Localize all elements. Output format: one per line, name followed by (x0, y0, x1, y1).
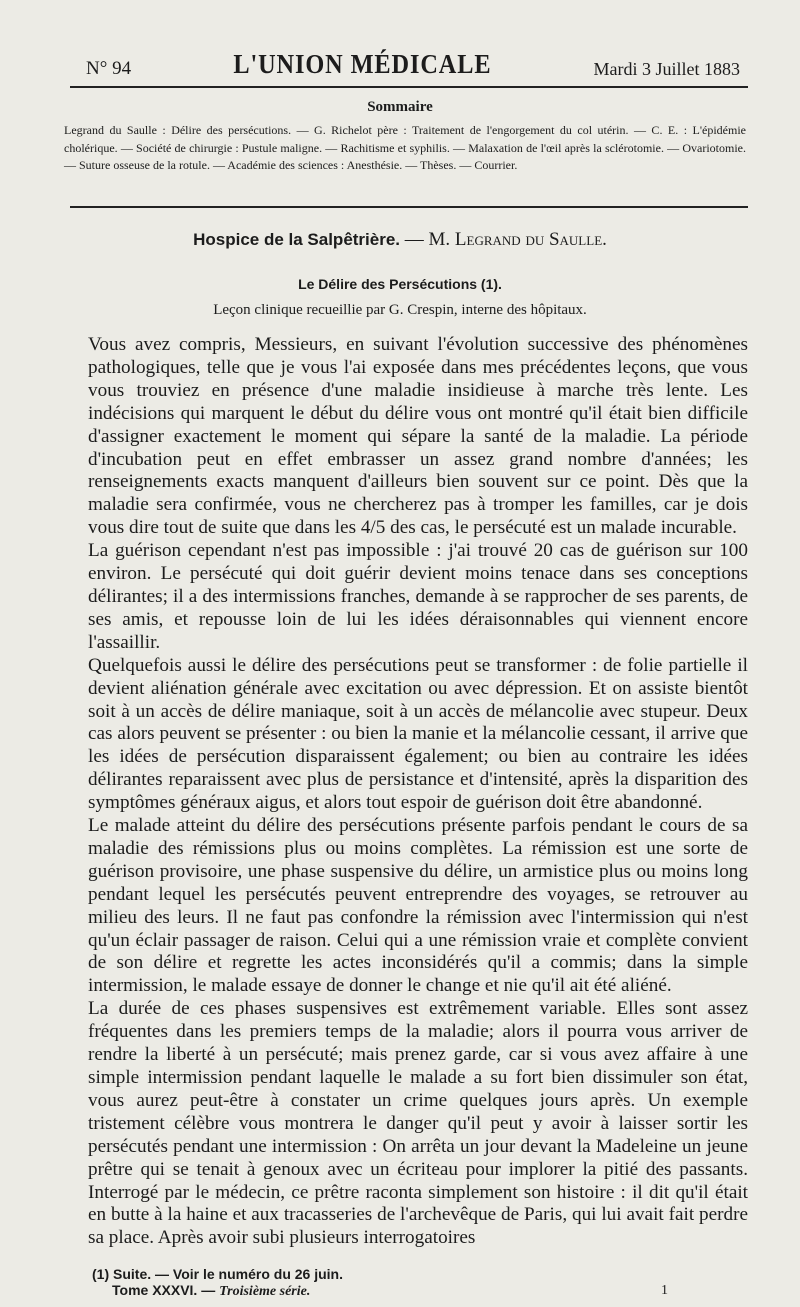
article-body (88, 334, 748, 1250)
page-number: 1 (661, 1283, 668, 1298)
issue-date: Mardi 3 Juillet 1883 (593, 59, 740, 79)
summary-rule (70, 206, 748, 208)
lecture-subtitle: Leçon clinique recueillie par G. Crespin, interne des hôpitaux. (213, 302, 587, 318)
summary-title: Sommaire (367, 99, 433, 115)
footnote: (1) Suite. — Voir le numéro du 26 juin. (92, 1266, 343, 1282)
issue-number: N° 94 (86, 58, 132, 79)
lecture-title: Le Délire des Persécutions (1). (298, 276, 502, 292)
section-author: Legrand du Saulle. (454, 229, 607, 250)
paragraph-1: Vous avez compris, Messieurs, en suivant l'évolution successive des phénomènes pathologiques, telle que je vous l'ai exposée dans mes précédentes leçons, que vous vous trouviez en présence d'une maladie insidieuse à marche très lente. Les indécisions qui marquent le début du délire vous ont montré qu'il était bien difficile d'assigner exactement le moment qui sépare la santé de la maladie. La période d'incubation peut en effet embrasser un assez grand nombre d'années; les renseignements exacts manquent d'ailleurs bien souvent sur ce point. Dès que la maladie sera confirmée, vous ne chercherez pas à tromper les familles, car je dois vous dire tout de suite que dans les 4/5 des cas, le persécuté est un malade incurable. (88, 334, 748, 539)
header-rule (70, 86, 748, 88)
paragraph-3: Quelquefois aussi le délire des persécutions peut se transformer : de folie partielle il devient aliénation générale avec excitation ou avec dépression. Et on assiste bientôt soit à un accès de délire maniaque, soit à un accès de mélancolie avec stupeur. Deux cas alors peuvent se présenter : ou bien la manie et la mélancolie cessant, il arrive que les idées de persécution disparaissent également; ou bien au contraire les idées délirantes reparaissent avec plus de persistance et d'intensité, après la disparition des symptômes généraux aigus, et alors tout espoir de guérison doit être abandonné. (88, 654, 748, 814)
paragraph-5: La durée de ces phases suspensives est extrêmement variable. Elles sont assez fréquentes dans les premiers temps de la maladie; alors il pourra vous arriver de rendre la liberté à un persécuté; mais prenez garde, car si vous avez affaire à une simple intermission pendant laquelle le malade a su fort bien dissimuler son état, vous aurez peut-être à constater un crime quelques jours après. Un exemple tristement célèbre vous montrera le danger qu'il peut y avoir à laisser sortir les persécutés pendant une intermission : On arrêta un jour devant la Madeleine un jeune prêtre qui se tenait à genoux avec un écriteau pour implorer la pitié des passants. Interrogé par le médecin, ce prêtre raconta simplement son histoire : il dit qu'il était en butte à la haine et aux tracasseries de l'archevêque de Paris, qui lui avait fait perdre sa place. Après avoir subi plusieurs interrogatoires (88, 998, 748, 1249)
series-label: Troisième série. (219, 1284, 311, 1299)
section-heading (0, 229, 800, 251)
page-footer (112, 1282, 310, 1300)
section-place: Hospice de la Salpêtrière. (193, 230, 401, 249)
volume-label: Tome XXXVI. — (112, 1282, 220, 1298)
summary-text: Legrand du Saulle : Délire des persécutions. — G. Richelot père : Traitement de l'engorgement du col utérin. — C. E. : L'épidémie cholérique. — Société de chirurgie : Pustule maligne. — Rachitisme et syphilis. — Malaxation de l'œil après la sclérotomie. — Ovariotomie. — Suture osseuse de la rotule. — Académie des sciences : Anesthésie. — Thèses. — Courrier. (64, 123, 746, 172)
page-header (60, 42, 740, 80)
section-dash: — M. (400, 229, 455, 250)
paragraph-4: Le malade atteint du délire des persécutions présente parfois pendant le cours de sa maladie des rémissions plus ou moins complètes. La rémission est une sorte de guérison provisoire, une phase suspensive du délire, un armistice plus ou moins long pendant lequel les persécutés peuvent entreprendre des voyages, se retrouver au milieu des leurs. Il ne faut pas confondre la rémission avec l'intermission qui n'est qu'un éclair passager de raison. Celui qui a une rémission vraie et complète convient de son délire et regrette les actes inconsidérés qu'il a commis; dans la simple intermission, le malade essaye de donner le change et nie qu'il ait été aliéné. (88, 815, 748, 997)
paragraph-2: La guérison cependant n'est pas impossible : j'ai trouvé 20 cas de guérison sur 100 environ. Le persécuté qui doit guérir devient moins tenace dans ses conceptions délirantes; il a des intermissions franches, demande à se rapprocher de ses parents, de ses amis, et repousse loin de lui les idées déraisonnables qui viennent encore l'assaillir. (88, 540, 748, 653)
journal-title: L'UNION MÉDICALE (233, 49, 492, 79)
